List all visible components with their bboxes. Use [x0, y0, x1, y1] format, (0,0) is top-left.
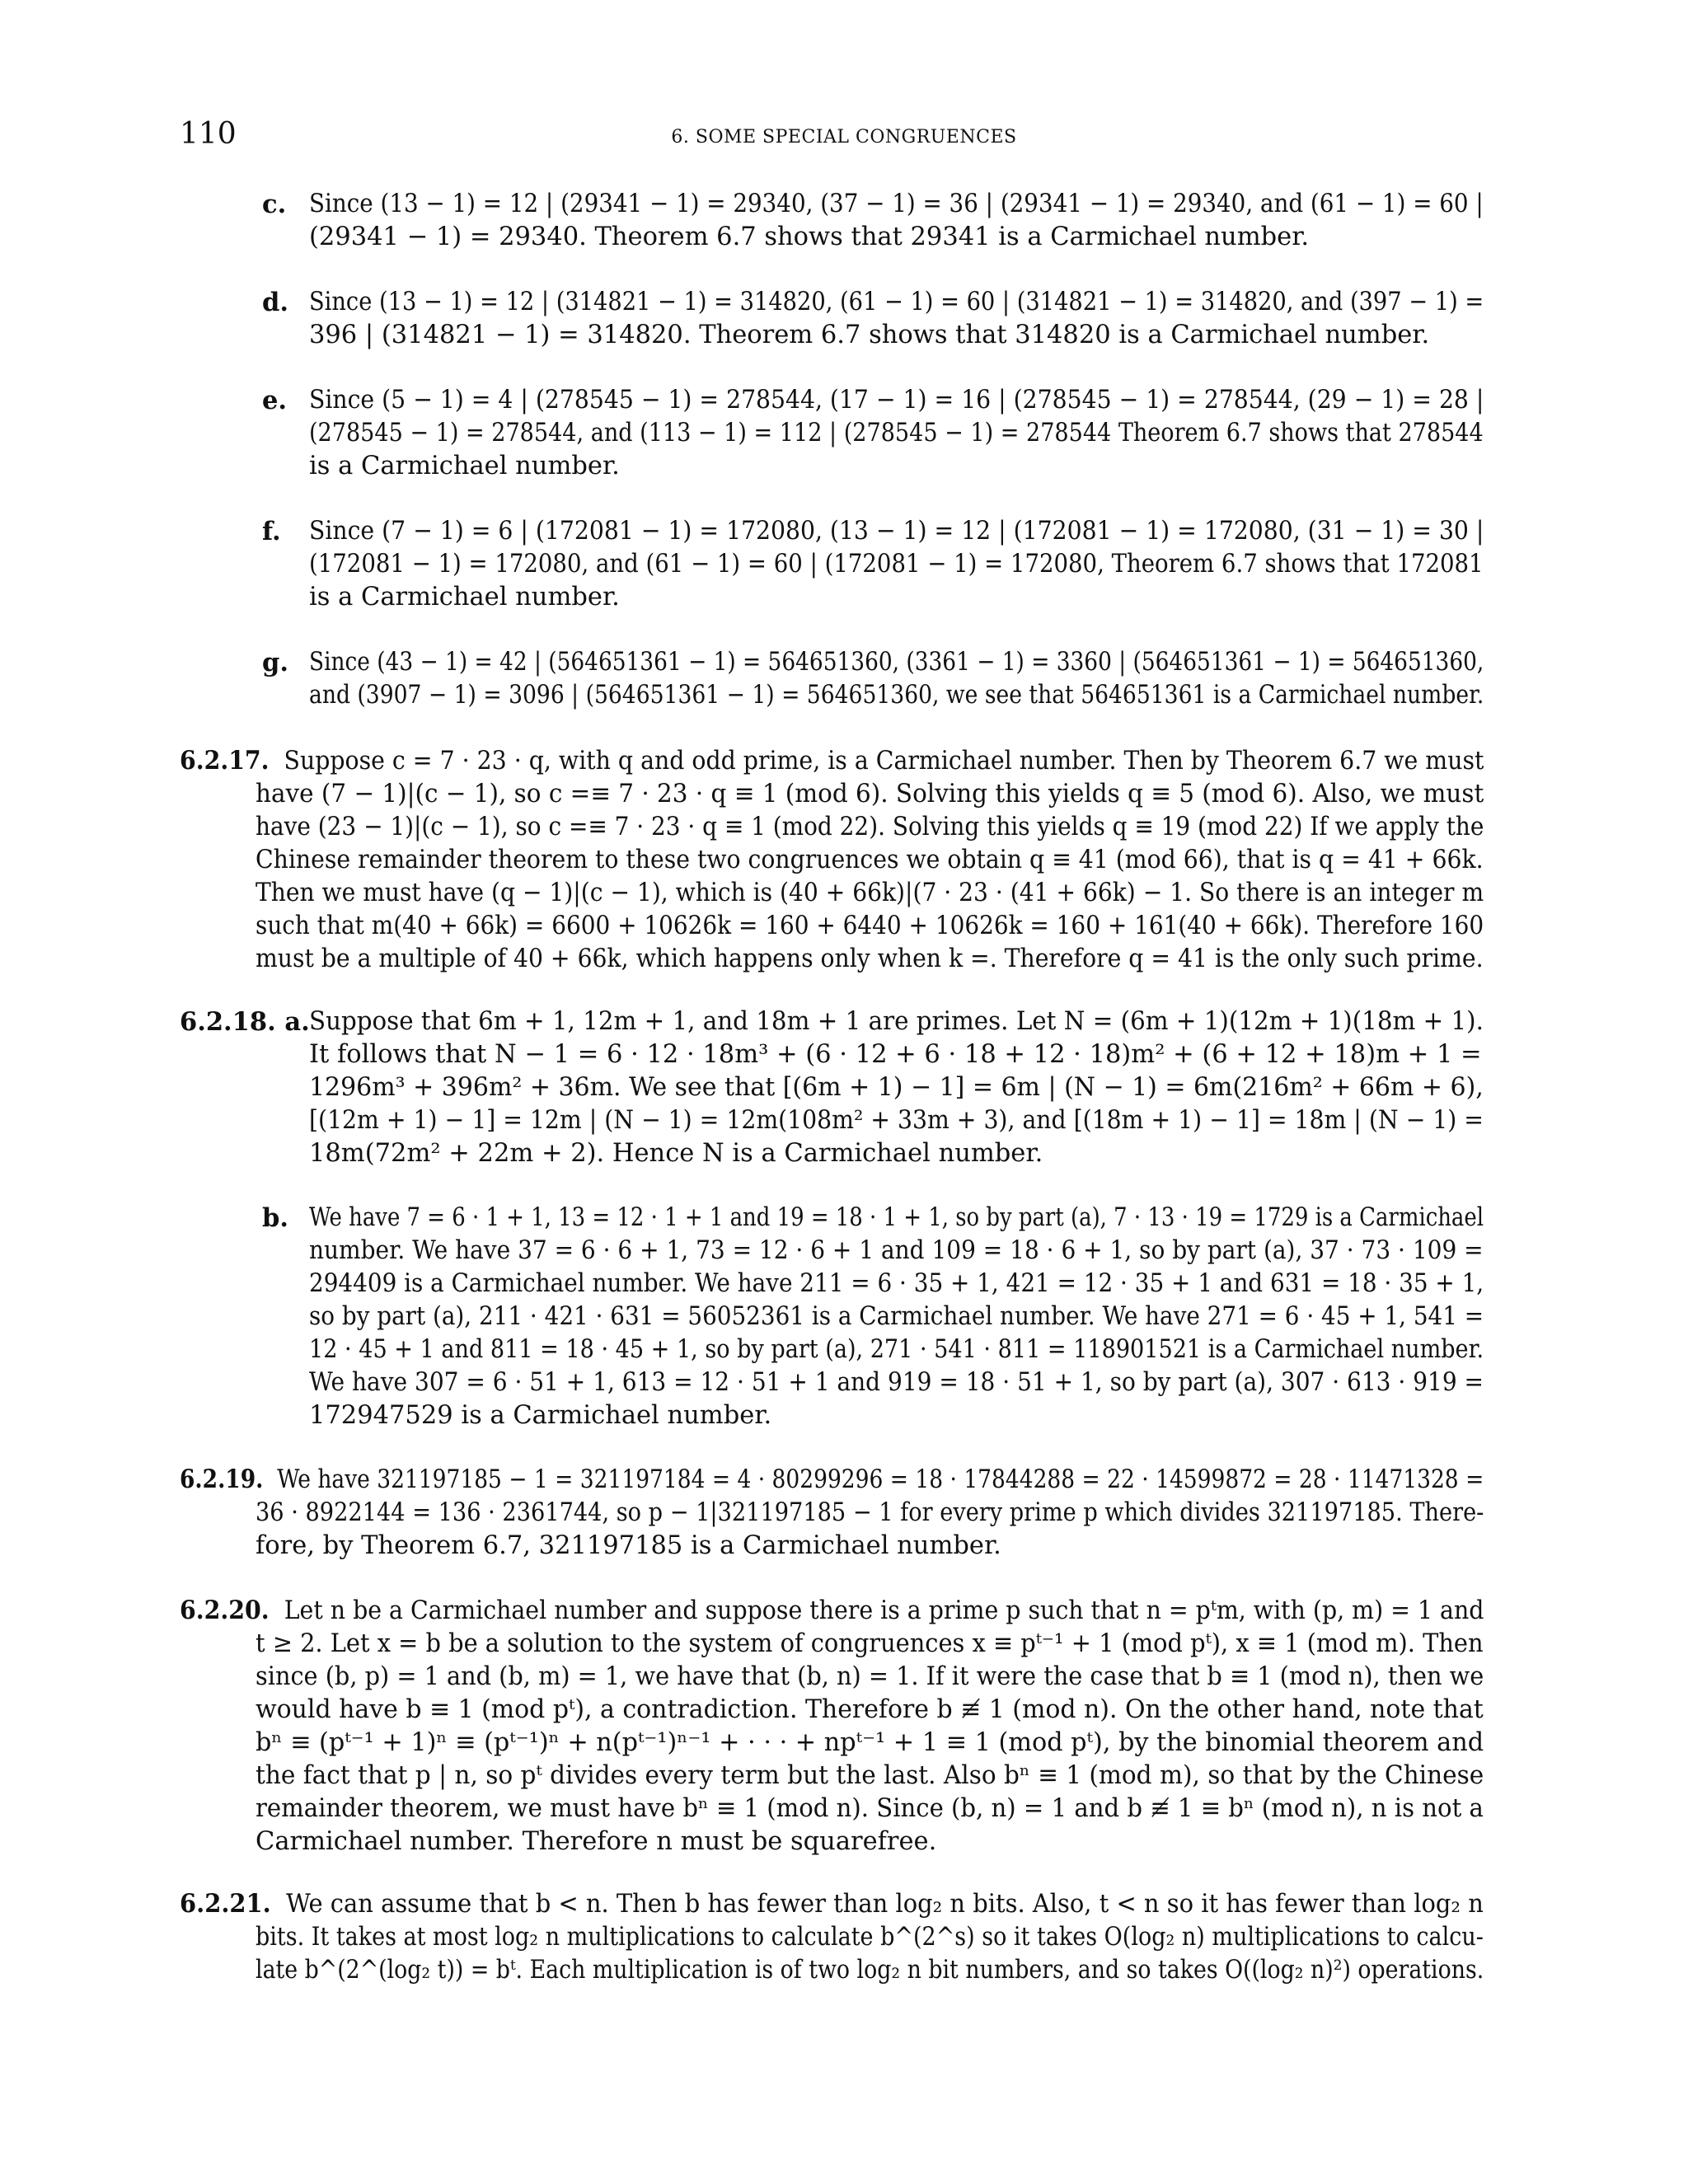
text-line: We can assume that b < n. Then b has fewer than log₂ n bits. Also, t < n so it has fewer than log₂ n — [286, 1890, 1484, 1919]
text-line: (29341 − 1) = 29340. Theorem 6.7 shows that 29341 is a Carmichael number. — [309, 223, 1310, 251]
running-head: 6. SOME SPECIAL CONGRUENCES — [671, 127, 1017, 148]
text-line: We have 7 = 6 · 1 + 1, 13 = 12 · 1 + 1 and 19 = 18 · 1 + 1, so by part (a), 7 · 13 · 19 = 1729 is a Carmichael — [309, 1203, 1484, 1232]
text-line: such that m(40 + 66k) = 6600 + 10626k = 160 + 6440 + 10626k = 160 + 161(40 + 66k). Therefore 160 — [256, 912, 1484, 940]
text-line: so by part (a), 211 · 421 · 631 = 56052361 is a Carmichael number. We have 271 = 6 · 45 + 1, 541 = — [309, 1302, 1484, 1331]
text-line: It follows that N − 1 = 6 · 12 · 18m³ + (6 · 12 + 6 · 18 + 12 · 18)m² + (6 + 12 + 18)m + 1 = — [309, 1040, 1482, 1069]
text-line: the fact that p | n, so pᵗ divides every term but the last. Also bⁿ ≡ 1 (mod m), so that by the Chinese — [256, 1761, 1484, 1790]
text-line: is a Carmichael number. — [309, 583, 620, 612]
item-c — [262, 188, 1484, 254]
text-line: have (7 − 1)|(c − 1), so c =≡ 7 · 23 · q ≡ 1 (mod 6). Solving this yields q ≡ 5 (mod 6). Also, we must — [256, 780, 1484, 808]
text-line: bⁿ ≡ (pᵗ⁻¹ + 1)ⁿ ≡ (pᵗ⁻¹)ⁿ + n(pᵗ⁻¹)ⁿ⁻¹ + · · · + npᵗ⁻¹ + 1 ≡ 1 (mod pᵗ), by the binomial theorem and — [256, 1728, 1484, 1757]
text-line: Since (43 − 1) = 42 | (564651361 − 1) = 564651360, (3361 − 1) = 3360 | (564651361 − 1) = 564651360, — [309, 648, 1484, 677]
text-line: t ≥ 2. Let x = b be a solution to the system of congruences x ≡ pᵗ⁻¹ + 1 (mod pᵗ), x ≡ 1 (mod m). Then — [256, 1629, 1484, 1658]
text-line: Then we must have (q − 1)|(c − 1), which is (40 + 66k)|(7 · 23 · (41 + 66k) − 1. So there is an integer m — [256, 879, 1484, 907]
text-line: 18m(72m² + 22m + 2). Hence N is a Carmichael number. — [309, 1139, 1043, 1168]
text-line: Suppose c = 7 · 23 · q, with q and odd prime, is a Carmichael number. Then by Theorem 6.7 we must — [284, 747, 1484, 776]
text-line: 12 · 45 + 1 and 811 = 18 · 45 + 1, so by part (a), 271 · 541 · 811 = 118901521 is a Carmichael number. — [309, 1335, 1484, 1364]
text-line: Since (13 − 1) = 12 | (314821 − 1) = 314820, (61 − 1) = 60 | (314821 − 1) = 314820, and (397 − 1) = — [309, 288, 1484, 316]
item-e — [262, 384, 1484, 483]
text-line: Since (13 − 1) = 12 | (29341 − 1) = 29340, (37 − 1) = 36 | (29341 − 1) = 29340, and (61 − 1) = 60 | — [309, 190, 1484, 218]
text-line: (172081 − 1) = 172080, and (61 − 1) = 60 | (172081 − 1) = 172080, Theorem 6.7 shows that 172081 — [309, 550, 1484, 579]
problem-label: 6.2.17. — [180, 746, 270, 776]
problem-label: 6.2.18. a. — [180, 1007, 310, 1037]
text-line: 396 | (314821 − 1) = 314820. Theorem 6.7 shows that 314820 is a Carmichael number. — [309, 321, 1430, 349]
text-line: number. We have 37 = 6 · 6 + 1, 73 = 12 · 6 + 1 and 109 = 18 · 6 + 1, so by part (a), 37 · 73 · 109 = — [309, 1236, 1484, 1265]
text-line: Let n be a Carmichael number and suppose there is a prime p such that n = pᵗm, with (p, m) = 1 and — [284, 1596, 1484, 1625]
item-d — [262, 286, 1484, 352]
problem-6-2-20 — [180, 1594, 1484, 1858]
text-line: late b^(2^(log₂ t)) = bᵗ. Each multiplication is of two log₂ n bit numbers, and so takes O((log₂ n)²) operations. — [256, 1956, 1484, 1985]
text-line — [180, 1887, 1484, 1921]
problem-label: 6.2.19. — [180, 1465, 264, 1494]
text-line: must be a multiple of 40 + 66k, which happens only when k =. Therefore q = 41 is the only such prime. — [256, 944, 1484, 973]
text-line — [180, 1463, 1484, 1497]
problem-label: 6.2.20. — [180, 1596, 270, 1625]
text-line: would have b ≡ 1 (mod pᵗ), a contradiction. Therefore b ≢ 1 (mod n). On the other hand, note that — [256, 1695, 1484, 1724]
text-line: 1296m³ + 396m² + 36m. We see that [(6m + 1) − 1] = 6m | (N − 1) = 6m(216m² + 66m + 6), — [309, 1073, 1484, 1102]
text-line: have (23 − 1)|(c − 1), so c =≡ 7 · 23 · q ≡ 1 (mod 22). Solving this yields q ≡ 19 (mod 22) If we apply the — [256, 813, 1484, 841]
item-label: e. — [262, 386, 288, 415]
text-line: 172947529 is a Carmichael number. — [309, 1401, 772, 1430]
text-line: Carmichael number. Therefore n must be squarefree. — [256, 1827, 937, 1856]
text-line: [(12m + 1) − 1] = 12m | (N − 1) = 12m(108m² + 33m + 3), and [(18m + 1) − 1] = 18m | (N − 1) = — [309, 1106, 1484, 1135]
problem-label: b. — [262, 1203, 288, 1233]
text-line: since (b, p) = 1 and (b, m) = 1, we have that (b, n) = 1. If it were the case that b ≡ 1 (mod n), then we — [256, 1662, 1484, 1691]
text-line: remainder theorem, we must have bⁿ ≡ 1 (mod n). Since (b, n) = 1 and b ≢ 1 ≡ bⁿ (mod n), n is not a — [256, 1794, 1484, 1823]
item-f — [262, 515, 1484, 614]
text-line: Chinese remainder theorem to these two congruences we obtain q ≡ 41 (mod 66), that is q = 41 + 66k. — [256, 846, 1484, 874]
item-label: d. — [262, 288, 288, 317]
item-label: c. — [262, 190, 287, 219]
text-line: 36 · 8922144 = 136 · 2361744, so p − 1|321197185 − 1 for every prime p which divides 321197185. There- — [256, 1498, 1484, 1527]
page-number: 110 — [180, 117, 237, 151]
text-line: is a Carmichael number. — [309, 452, 620, 480]
text-line: bits. It takes at most log₂ n multiplications to calculate b^(2^s) so it takes O(log₂ n) multiplications to calcu- — [256, 1923, 1484, 1952]
text-line: Since (5 − 1) = 4 | (278545 − 1) = 278544, (17 − 1) = 16 | (278545 − 1) = 278544, (29 − 1) = 28 | — [309, 386, 1484, 415]
text-line: 294409 is a Carmichael number. We have 211 = 6 · 35 + 1, 421 = 12 · 35 + 1 and 631 = 18 · 35 + 1, — [309, 1269, 1484, 1298]
text-line — [180, 1594, 1484, 1628]
text-line: and (3907 − 1) = 3096 | (564651361 − 1) = 564651360, we see that 564651361 is a Carmichael number. — [309, 681, 1484, 710]
problem-6-2-17 — [180, 744, 1484, 976]
item-label: g. — [262, 648, 288, 677]
text-line: Since (7 − 1) = 6 | (172081 − 1) = 172080, (13 − 1) = 12 | (172081 − 1) = 172080, (31 − 1) = 30 | — [309, 517, 1484, 546]
text-line: We have 307 = 6 · 51 + 1, 613 = 12 · 51 + 1 and 919 = 18 · 51 + 1, so by part (a), 307 · 613 · 919 = — [309, 1368, 1484, 1397]
text-line: Suppose that 6m + 1, 12m + 1, and 18m + 1 are primes. Let N = (6m + 1)(12m + 1)(18m + 1). — [309, 1007, 1484, 1036]
text-line: fore, by Theorem 6.7, 321197185 is a Carmichael number. — [256, 1531, 1001, 1560]
item-g — [262, 646, 1484, 712]
problem-6-2-21 — [180, 1887, 1484, 1987]
problem-label: 6.2.21. — [180, 1889, 271, 1919]
problem-6-2-19 — [180, 1463, 1484, 1563]
problem-6-2-18-b — [262, 1202, 1484, 1432]
item-label: f. — [262, 517, 281, 546]
text-line: (278545 − 1) = 278544, and (113 − 1) = 112 | (278545 − 1) = 278544 Theorem 6.7 shows that 278544 — [309, 419, 1484, 448]
problem-6-2-18-a — [180, 1005, 1484, 1170]
text-line: We have 321197185 − 1 = 321197184 = 4 · 80299296 = 18 · 17844288 = 22 · 14599872 = 28 · 11471328 = — [277, 1465, 1484, 1494]
text-line — [180, 744, 1484, 778]
